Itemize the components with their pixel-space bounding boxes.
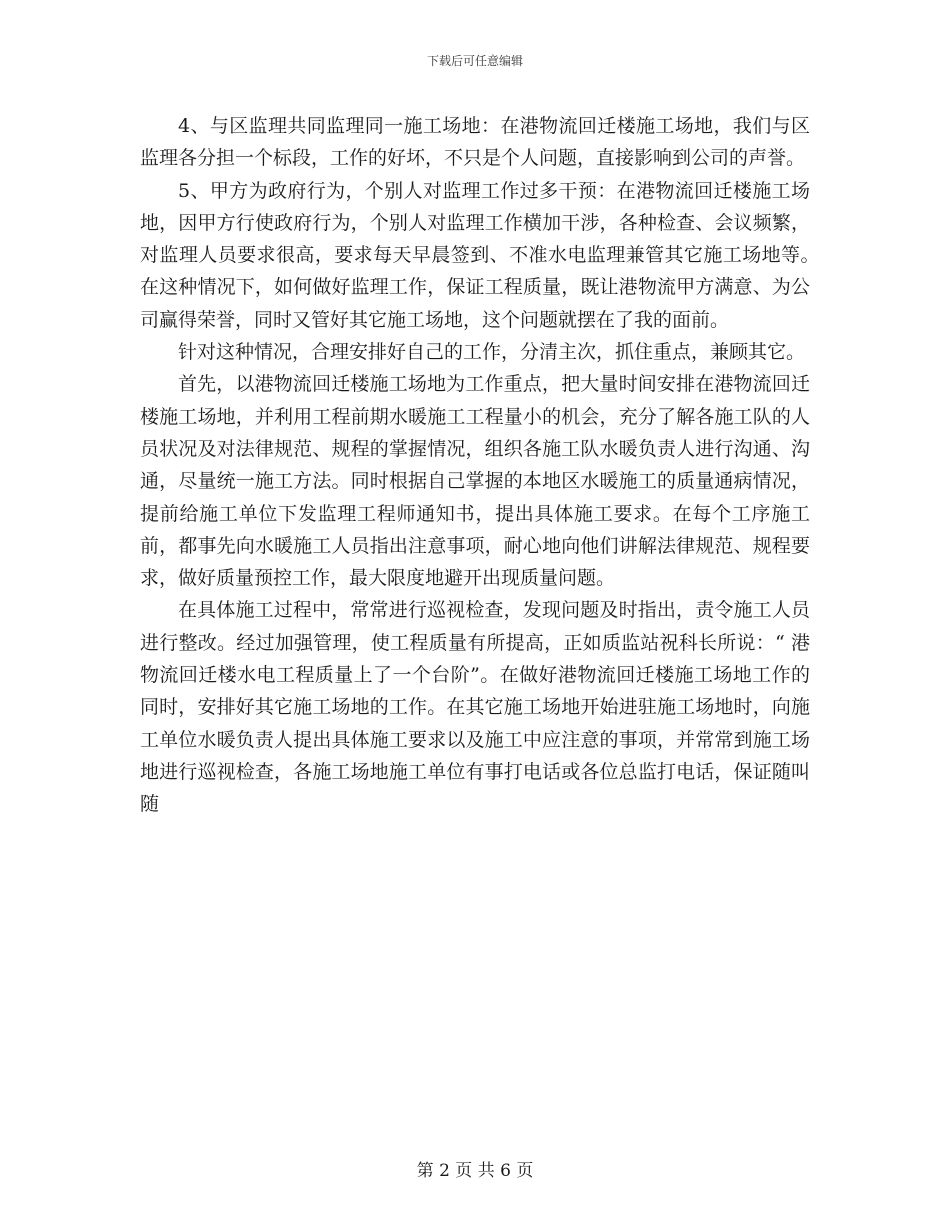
document-body <box>140 110 868 821</box>
paragraph-2: 5、甲方为政府行为，个别人对监理工作过多干预：在港物流回迁楼施工场地，因甲方行使政府行为，个别人对监理工作横加干涉，各种检查、会议频繁，对监理人员要求很高，要求每天早晨签到、不准水电监理兼管其它施工场地等。 在这种情况下，如何做好监理工作，保证工程质量，既让港物流甲方满意、为公司赢得荣誉，同时又管好其它施工场地，这个问题就摆在了我的面前。 <box>140 179 868 331</box>
paragraph-1: 4、与区监理共同监理同一施工场地：在港物流回迁楼施工场地，我们与区监理各分担一个标段，工作的好坏，不只是个人问题，直接影响到公司的声誉。 <box>140 115 810 170</box>
page-header: 下载后可任意编辑 <box>426 54 523 68</box>
paragraph-4: 首先，以港物流回迁楼施工场地为工作重点，把大量时间安排在港物流回迁楼施工场地，并利用工程前期水暖施工工程量小的机会，充分了解各施工队的人员状况及对法律规范、规程的掌握情况，组织各施工队水暖负责人进行沟通、沟通，尽量统一施工方法。同时根据自己掌握的本地区水暖施工的质量通病情况，提前给施工单位下发监理工程师通知书，提出具体施工要求。在每个工序施工前，都事先向水暖施工人员指出注意事项，耐心地向他们讲解法律规范、规程要求，做好质量预控工作，最大限度地避开出现质量问题。 <box>140 373 810 590</box>
paragraph-3: 针对这种情况，合理安排好自己的工作，分清主次，抓住重点，兼顾其它。 <box>178 341 806 364</box>
page-footer: 第 2 页 共 6 页 <box>416 1161 534 1181</box>
paragraph-5: 在具体施工过程中，常常进行巡视检查，发现问题及时指出，责令施工人员进行整改。经过加强管理，使工程质量有所提高，正如质监站祝科长所说：“ 港物流回迁楼水电工程质量上了一个台阶”。在做好港物流回迁楼施工场地工作的同时，安排好其它施工场地的工作。在其它施工场地开始进驻施工场地时，向施工单位水暖负责人提出具体施工要求以及施工中应注意的事项，并常常到施工场地进行巡视检查，各施工场地施工单位有事打电话或各位总监打电话，保证随叫随 <box>140 599 810 816</box>
